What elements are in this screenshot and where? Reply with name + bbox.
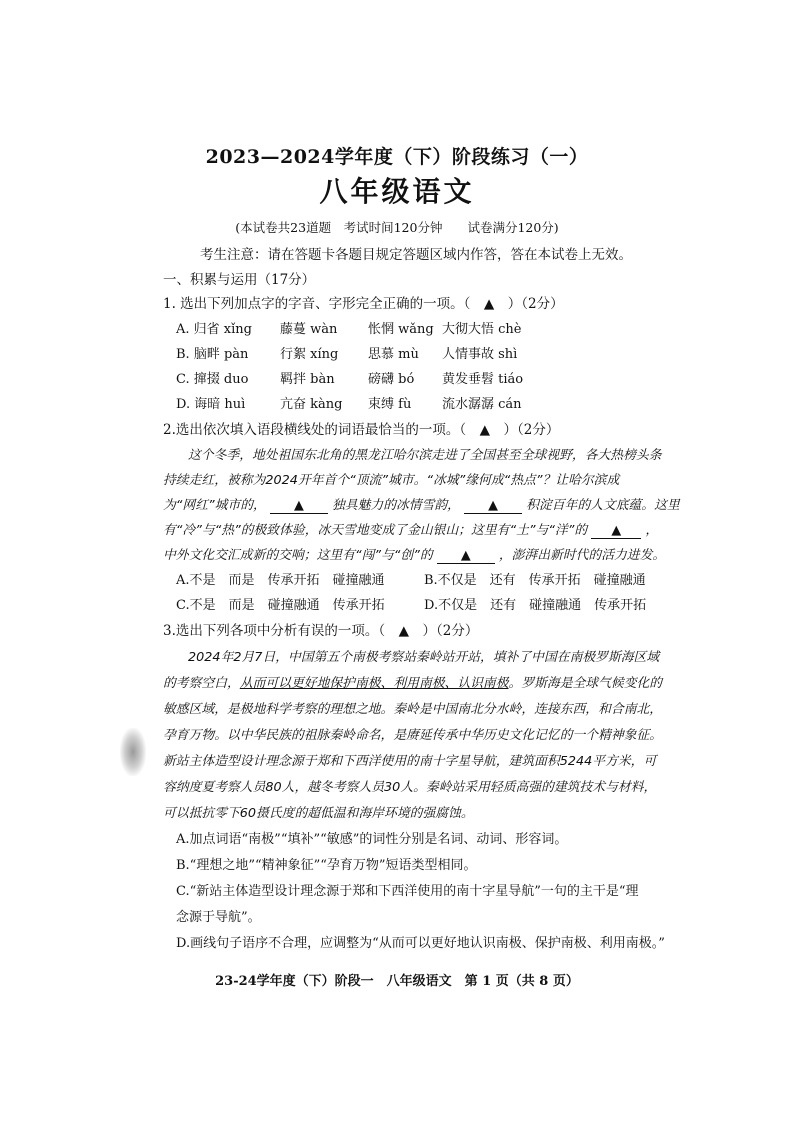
q3-option-d: D.画线句子语序不合理，应调整为“从而可以更好地认识南极、保护南极、利用南极。” <box>176 936 665 951</box>
scan-smudge <box>120 728 146 776</box>
q1-option-d-2: 亢奋 kàng <box>280 397 343 412</box>
q2-line3-text-b: 独具魅力的冰情雪韵， <box>332 498 460 513</box>
q1-option-b-4: 人情事故 shì <box>442 347 518 362</box>
q1-option-d-3: 束缚 fù <box>368 397 412 412</box>
q3-option-c-line-2: 念源于导航”。 <box>176 910 261 925</box>
answer-blank-4: ▲ <box>437 548 495 564</box>
q3-passage-line-7: 可以抵抗零下60摄氏度的超低温和海岸环境的强腐蚀。 <box>163 806 474 821</box>
q2-line4-text-a: 有“冷”与“热”的极致体验，冰天雪地变成了金山银山；这里有“土”与“洋”的 <box>163 523 588 538</box>
underlined-sentence: 从而可以更好地保护南极、利用南极、认识南极 <box>239 676 509 691</box>
q3-passage-line-1: 2024年2月7日，中国第五个南极考察站秦岭站开站，填补了中国在南极罗斯海区域 <box>188 650 660 665</box>
q1-option-d-4: 流水潺潺 cán <box>442 397 522 412</box>
q3-passage-line-2 <box>163 672 662 691</box>
q1-option-a-3: 怅惘 wǎng <box>368 322 434 337</box>
exam-info: (本试卷共23道题 考试时间120分钟 试卷满分120分) <box>235 220 559 235</box>
q3-option-a: A.加点词语“南极”“填补”“敏感”的词性分别是名词、动词、形容词。 <box>176 832 568 847</box>
q1-option-c-1: C. 撺掇 duo <box>176 372 249 387</box>
q3-passage-line-6: 容纳度夏考察人员80人，越冬考察人员30人。秦岭站采用轻质高强的建筑技术与材料， <box>163 780 657 795</box>
answer-blank-1: ▲ <box>270 498 328 514</box>
q2-passage-line-2: 持续走红，被称为2024开年首个“顶流”城市。“冰城”缘何成“热点”？让哈尔滨成 <box>163 473 620 488</box>
q1-option-b-2: 行絮 xíng <box>280 347 339 362</box>
q3-passage-line-4: 孕育万物。以中华民族的祖脉秦岭命名，是赓延传承中华历史文化记忆的一个精神象征。 <box>163 728 663 743</box>
question-3-stem: 3.选出下列各项中分析有误的一项。（ ▲ ）（2分） <box>163 623 479 639</box>
q1-option-b-1: B. 脑畔 pàn <box>176 347 249 362</box>
q2-line5-text-a: 中外文化交汇成新的交响；这里有“闯”与“创”的 <box>163 548 433 563</box>
q3-passage-line-5: 新站主体造型设计理念源于郑和下西洋使用的南十字星导航，建筑面积5244平方米，可 <box>163 754 657 769</box>
q1-option-d-1: D. 诲暗 huì <box>176 397 246 412</box>
q1-option-c-4: 黄发垂髫 tiáo <box>442 372 524 387</box>
q2-line3-text-c: 积淀百年的人文底蕴。这里 <box>526 498 680 513</box>
q1-option-b-3: 思慕 mù <box>368 347 419 362</box>
q2-line5-text-b: ，澎湃出新时代的活力进发。 <box>498 548 666 563</box>
q2-passage-line-4 <box>163 519 658 539</box>
q3-option-b: B.“理想之地”“精神象征”“孕育万物”短语类型相同。 <box>176 858 477 873</box>
q2-option-c: C.不是 而是 碰撞融通 传承开拓 <box>176 598 385 613</box>
q2-option-d: D.不仅是 还有 碰撞融通 传承开拓 <box>424 598 647 613</box>
q2-option-a: A.不是 而是 传承开拓 碰撞融通 <box>176 573 385 588</box>
q2-passage-line-5 <box>163 544 665 564</box>
q1-option-a-2: 藤蔓 wàn <box>280 322 338 337</box>
page-footer: 23-24学年度（下）阶段一 八年级语文 第 1 页（共 8 页） <box>215 974 579 989</box>
q2-passage-line-3 <box>163 494 680 514</box>
q3-line2-text-b: 。罗斯海是全球气候变化的 <box>508 676 663 691</box>
q3-option-c-line-1: C.“新站主体造型设计理念源于郑和下西洋使用的南十字星导航”一句的主干是“理 <box>176 884 639 899</box>
q1-option-c-2: 羁拌 bàn <box>280 372 335 387</box>
q3-line2-text-a: 的考察空白， <box>163 676 240 691</box>
q1-option-c-3: 磅礴 bó <box>368 372 415 387</box>
q2-line4-text-b: ， <box>645 523 659 538</box>
q3-passage-line-3: 敏感区域，是极地科学考察的理想之地。秦岭是中国南北分水岭，连接东西，和合南北， <box>163 702 663 717</box>
question-1-stem: 1. 选出下列加点字的字音、字形完全正确的一项。（ ▲ ）（2分） <box>163 296 564 312</box>
answer-blank-2: ▲ <box>464 498 522 514</box>
q1-option-a-1: A. 归省 xǐng <box>176 322 252 337</box>
section-heading: 一、积累与运用（17分） <box>163 272 316 288</box>
question-2-stem: 2.选出依次填入语段横线处的词语最恰当的一项。（ ▲ ）（2分） <box>163 422 560 438</box>
subject-title: 八年级语文 <box>319 175 475 208</box>
exam-title: 2023—2024学年度（下）阶段练习（一） <box>205 146 589 168</box>
q2-option-b: B.不仅是 还有 传承开拓 碰撞融通 <box>424 573 646 588</box>
q2-passage-line-1: 这个冬季，地处祖国东北角的黑龙江哈尔滨走进了全国甚至全球视野，各大热榜头条 <box>188 448 662 463</box>
q2-line3-text-a: 为“网红”城市的， <box>163 498 266 513</box>
answer-blank-3: ▲ <box>591 523 641 539</box>
q1-option-a-4: 大彻大悟 chè <box>442 322 522 337</box>
candidate-notice: 考生注意：请在答题卡各题目规定答题区域内作答，答在本试卷上无效。 <box>200 247 632 263</box>
